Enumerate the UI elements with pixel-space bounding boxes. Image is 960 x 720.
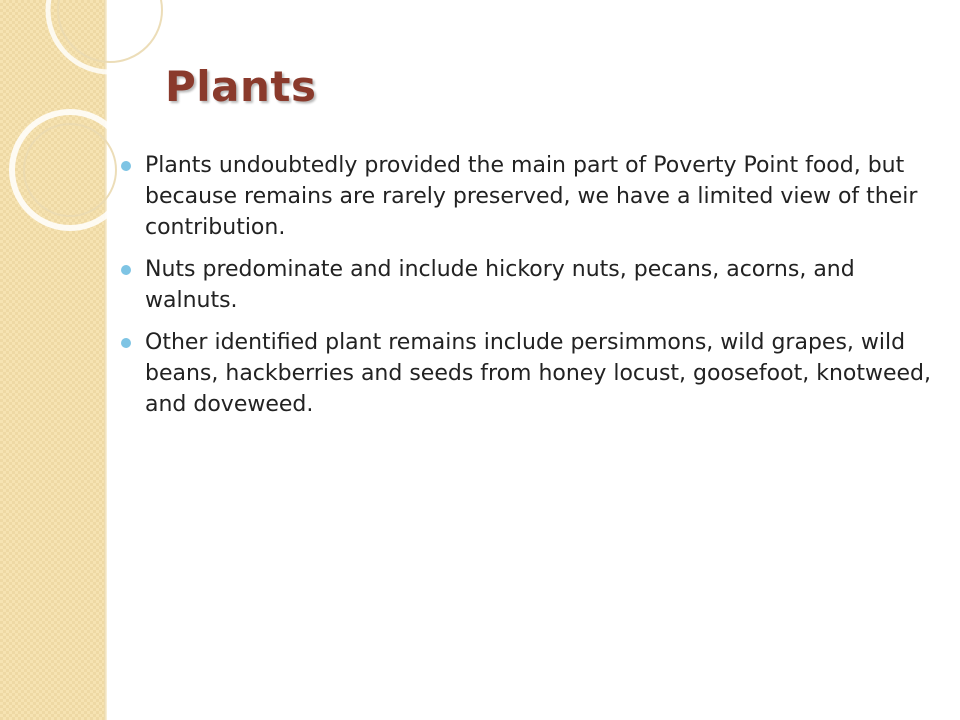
bullet-text: Nuts predominate and include hickory nuts, pecans, acorns, and walnuts. [145, 257, 855, 313]
decorative-ring-large [12, 112, 128, 228]
bullet-item [120, 254, 940, 316]
bullet-item [120, 150, 940, 243]
bullet-marker-icon [121, 265, 131, 275]
bullet-list [120, 150, 940, 431]
bullet-item [120, 327, 940, 420]
decorative-ring-large-inner [24, 124, 116, 216]
bullet-marker-icon [121, 338, 131, 348]
bullet-text: Other identified plant remains include persimmons, wild grapes, wild beans, hackberries and seeds from honey locust, goosefoot, knotweed, and doveweed. [145, 330, 931, 417]
bullet-marker-icon [121, 161, 131, 171]
slide-title: Plants [165, 62, 317, 111]
decorative-ring-small-inner [58, 0, 162, 62]
bullet-text: Plants undoubtedly provided the main part of Poverty Point food, but because remains are rarely preserved, we have a limited view of their contribution. [145, 153, 918, 240]
